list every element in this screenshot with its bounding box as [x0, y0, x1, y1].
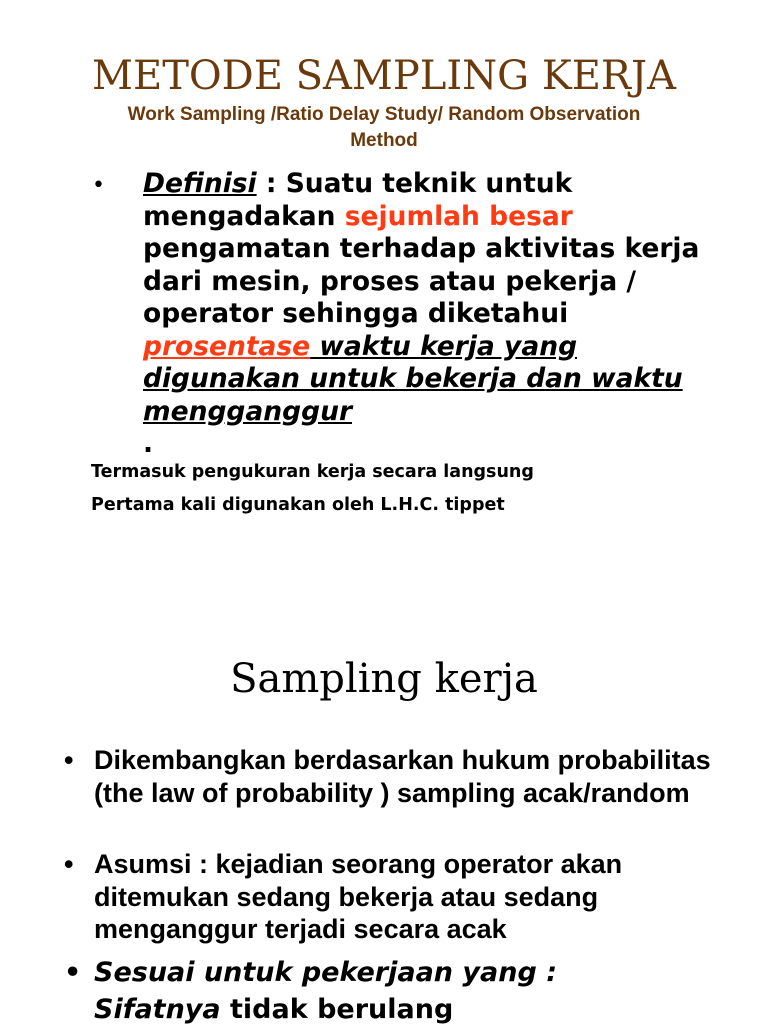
bullet-dot: •: [64, 745, 74, 775]
definition-paragraph: [143, 168, 718, 461]
list-item-text: [94, 954, 724, 1028]
highlight-prosentase: prosentase: [143, 330, 311, 362]
slide-2: [0, 576, 768, 1024]
list-item-text: Dikembangkan berdasarkan hukum probabilitas (the law of probability ) sampling acak/random: [94, 745, 711, 808]
list-item-line-2-rest: tidak berulang: [220, 994, 454, 1025]
definition-end: .: [143, 428, 154, 459]
list-item-text: Asumsi : kejadian seorang operator akan ditemukan sedang bekerja atau sedang menganggur terjadi secara acak: [94, 849, 623, 944]
definition-colon: :: [256, 168, 286, 199]
definition-part-1: Suatu teknik untuk mengadakan: [143, 168, 573, 232]
slide-2-title: Sampling kerja: [230, 656, 538, 702]
note-direct-measurement: Termasuk pengukuran kerja secara langsung: [91, 462, 534, 482]
note-first-used: Pertama kali digunakan oleh L.H.C. tippet: [91, 495, 505, 515]
bullet-dot: •: [64, 957, 82, 988]
subtitle-line-1: Work Sampling /Ratio Delay Study/ Random Observation: [127, 104, 641, 125]
definition-bullet: •: [92, 173, 105, 198]
subtitle-line-2: Method: [350, 130, 418, 151]
slide-1-title: METODE SAMPLING KERJA: [92, 53, 676, 99]
definition-part-3: waktu kerja yang digunakan untuk bekerja dan waktu mengganggur: [143, 330, 683, 427]
list-item-line-1: Sesuai untuk pekerjaan yang :: [94, 957, 557, 988]
bullet-dot: •: [64, 849, 74, 879]
definition-part-2: pengamatan terhadap aktivitas kerja dari mesin, proses atau pekerja / operator sehingga diketahui: [143, 233, 700, 329]
list-item-line-2-italic: Sifatnya: [94, 994, 221, 1025]
definition-term: Definisi: [143, 168, 257, 199]
slide-1-subtitle: [84, 102, 684, 154]
highlight-sejumlah-besar: sejumlah besar: [344, 200, 573, 232]
